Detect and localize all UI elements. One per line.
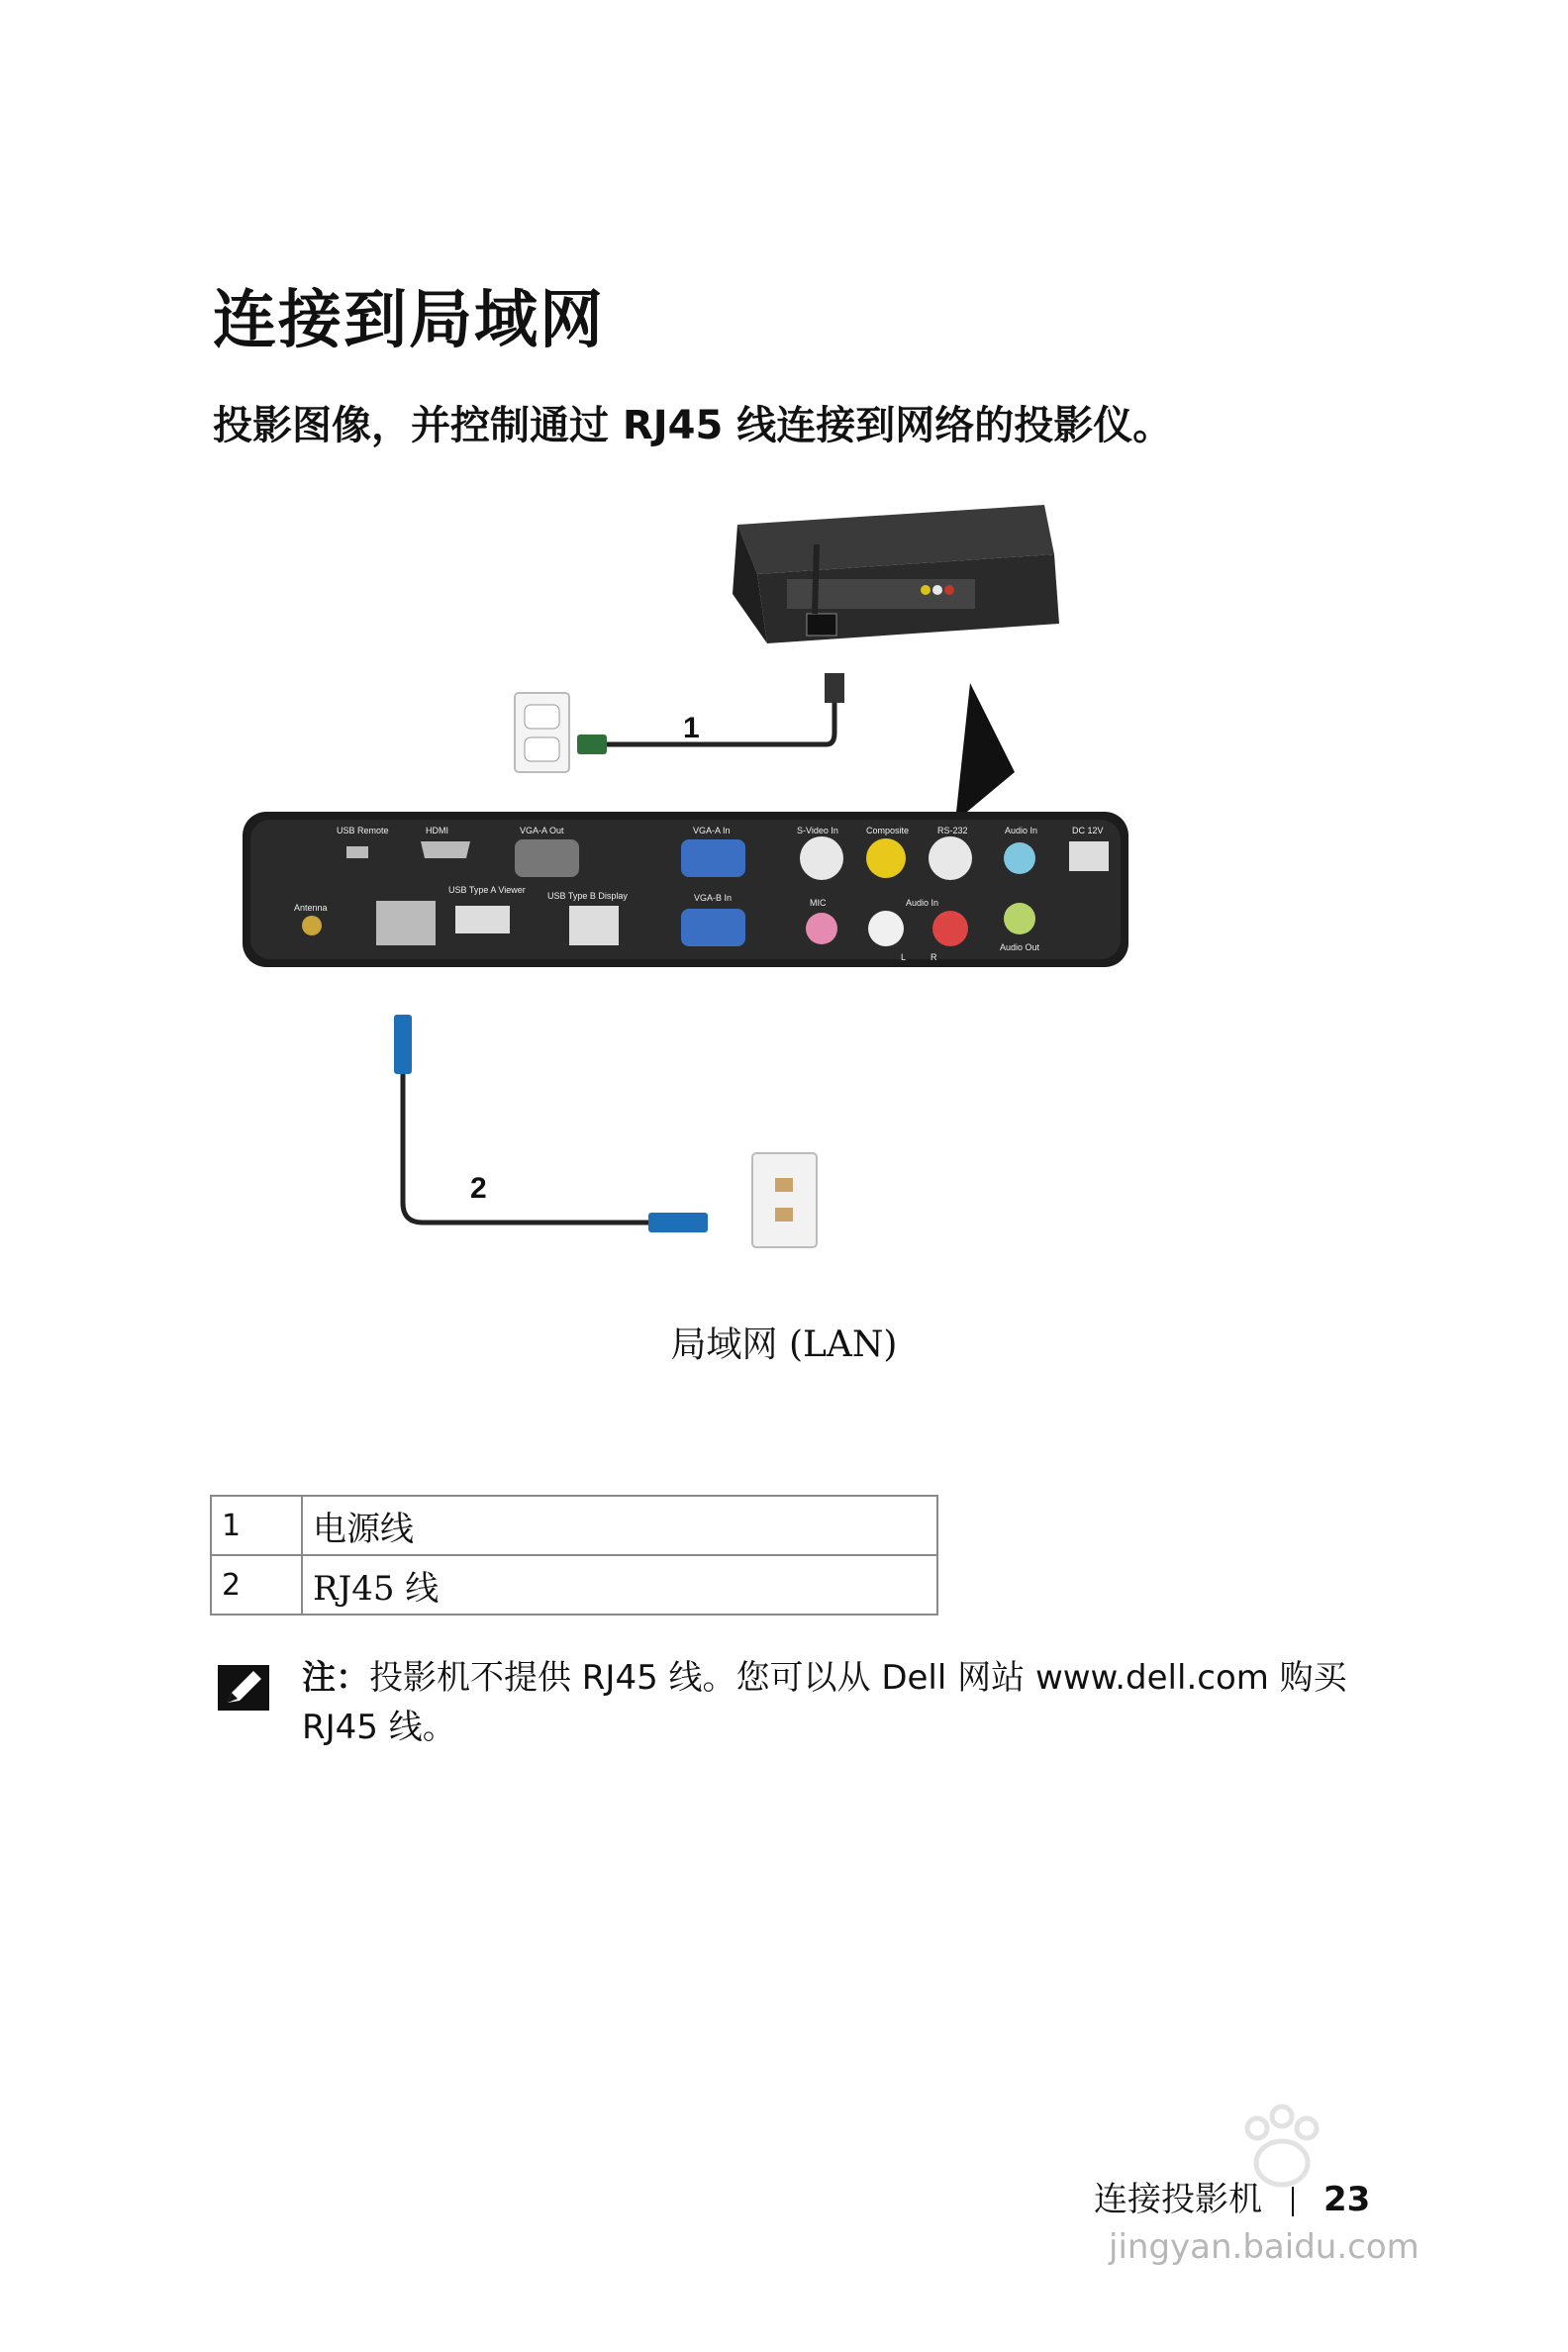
label-audio-out: Audio Out [1000,942,1040,952]
rs232-port [929,836,972,880]
label-vga-a-in: VGA-A In [693,826,731,835]
audio-out-port [1004,903,1035,934]
legend-label: RJ45 线 [302,1555,937,1615]
vga-b-in-port [681,909,745,946]
hdmi-port [421,841,470,858]
zoom-pointer [955,683,1015,822]
composite-port [866,838,906,878]
footer-separator [1292,2187,1294,2216]
svideo-port [800,836,843,880]
legend-table [210,1495,938,1616]
legend-num: 1 [211,1496,302,1555]
vga-a-out-port [515,839,579,877]
connection-diagram [233,485,1143,1277]
vga-a-in-port [681,839,745,877]
table-row [211,1496,937,1555]
label-l: L [901,952,907,962]
dc12v-port [1069,841,1109,871]
network-wall-jack [752,1153,817,1247]
legend-label: 电源线 [302,1496,937,1555]
label-usb-type-b: USB Type B Display [547,891,628,901]
audio-in-port [1004,842,1035,874]
label-antenna: Antenna [294,903,328,913]
label-vga-a-out: VGA-A Out [520,826,564,835]
audio-in-r-port [932,911,968,946]
rear-panel [243,812,1128,967]
label-usb-remote: USB Remote [337,826,389,835]
intro-text: 投影图像，并控制通过 RJ45 线连接到网络的投影仪。 [213,403,1173,448]
usb-type-b-port [569,906,619,945]
note-pencil-icon [218,1665,269,1711]
projector-image [733,505,1059,643]
watermark-text: jingyan.baidu.com [1109,2227,1420,2267]
label-hdmi: HDMI [426,826,448,835]
rj45-cable [394,1015,708,1232]
page-number: 23 [1323,2180,1371,2219]
label-r: R [931,952,937,962]
label-dc12v: DC 12V [1072,826,1104,835]
label-svideo: S-Video In [797,826,838,835]
callout-1: 1 [683,712,700,744]
note [302,1653,1411,1752]
table-row [211,1555,937,1615]
note-label: 注： [302,1658,369,1698]
figure-caption: 局域网 (LAN) [670,1324,898,1365]
page-title: 连接到局域网 [213,284,605,357]
usb-remote-port [346,846,368,858]
antenna-port [302,916,322,935]
label-composite: Composite [866,826,910,835]
page-footer [1094,2172,1370,2220]
lan-port [376,901,436,945]
label-rs232: RS-232 [937,826,968,835]
mic-port [806,913,837,944]
label-mic: MIC [810,898,827,908]
usb-type-a-port [455,906,510,933]
footer-section: 连接投影机 [1094,2180,1262,2219]
callout-2: 2 [470,1172,487,1205]
note-text: 投影机不提供 RJ45 线。您可以从 Dell 网站 www.dell.com 购买 RJ45 线。 [302,1658,1347,1747]
label-audio-in-lr: Audio In [906,898,939,908]
label-audio-in: Audio In [1005,826,1038,835]
legend-num: 2 [211,1555,302,1615]
audio-in-l-port [868,911,904,946]
power-cable [577,673,844,754]
label-usb-type-a: USB Type A Viewer [448,885,526,895]
power-outlet [515,693,569,772]
label-vga-b-in: VGA-B In [694,893,733,903]
